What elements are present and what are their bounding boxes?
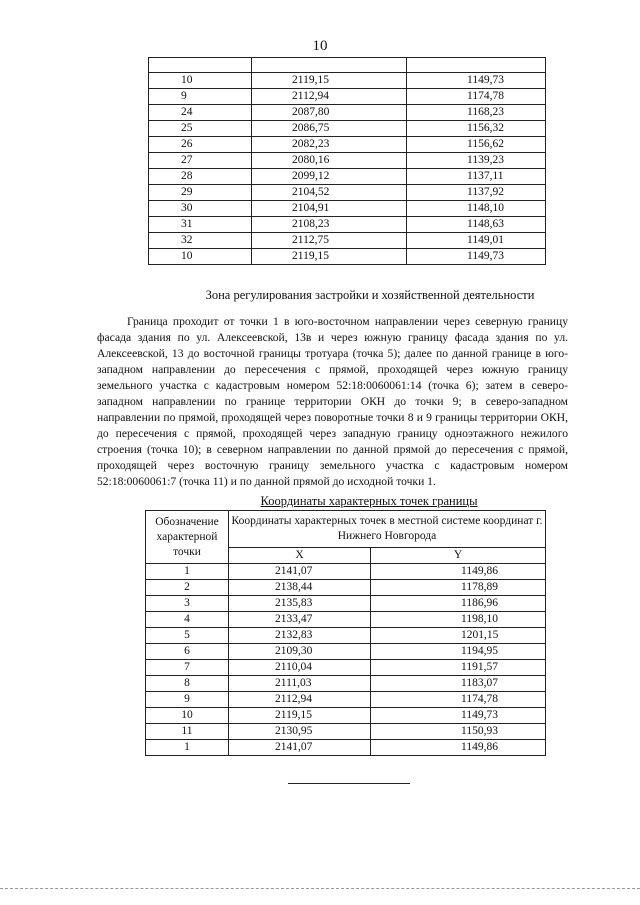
coord-y: 1149,86 bbox=[371, 564, 546, 580]
coord-x: 2141,07 bbox=[229, 740, 371, 756]
coord-y: 1149,73 bbox=[407, 249, 546, 265]
coord-x: 2119,15 bbox=[252, 249, 407, 265]
coord-y: 1168,23 bbox=[407, 105, 546, 121]
point-number: 3 bbox=[146, 596, 229, 612]
coord-x: 2104,91 bbox=[252, 201, 407, 217]
page-number: 10 bbox=[312, 38, 328, 54]
table-row bbox=[146, 676, 546, 692]
point-number: 8 bbox=[146, 676, 229, 692]
point-number: 27 bbox=[149, 153, 252, 169]
coord-y: 1137,11 bbox=[407, 169, 546, 185]
table-row bbox=[146, 644, 546, 660]
coord-y: 1150,93 bbox=[371, 724, 546, 740]
table-row bbox=[146, 724, 546, 740]
point-number: 9 bbox=[146, 692, 229, 708]
point-number: 29 bbox=[149, 185, 252, 201]
boundary-points-table bbox=[145, 510, 546, 756]
coord-x: 2110,04 bbox=[229, 660, 371, 676]
coord-x: 2109,30 bbox=[229, 644, 371, 660]
coord-y: 1174,78 bbox=[407, 89, 546, 105]
point-number: 4 bbox=[146, 612, 229, 628]
coord-x: 2099,12 bbox=[252, 169, 407, 185]
coordinates-table-continued bbox=[148, 57, 546, 265]
coord-y: 1191,57 bbox=[371, 660, 546, 676]
table-row bbox=[149, 89, 546, 105]
table-row bbox=[149, 249, 546, 265]
point-number: 32 bbox=[149, 233, 252, 249]
coord-x: 2112,94 bbox=[252, 89, 407, 105]
table-cell bbox=[149, 58, 252, 73]
coord-y: 1183,07 bbox=[371, 676, 546, 692]
table-row bbox=[146, 660, 546, 676]
coord-x: 2119,15 bbox=[229, 708, 371, 724]
point-number: 31 bbox=[149, 217, 252, 233]
coord-x: 2141,07 bbox=[229, 564, 371, 580]
point-number: 1 bbox=[146, 564, 229, 580]
coord-x: 2133,47 bbox=[229, 612, 371, 628]
table-row bbox=[149, 217, 546, 233]
table-caption: Координаты характерных точек границы bbox=[260, 494, 478, 508]
point-number: 1 bbox=[146, 740, 229, 756]
header-point-designation: Обозначение характерной точки bbox=[146, 511, 229, 564]
table-row bbox=[146, 596, 546, 612]
coord-y: 1201,15 bbox=[371, 628, 546, 644]
coord-y: 1137,92 bbox=[407, 185, 546, 201]
point-number: 25 bbox=[149, 121, 252, 137]
coord-x: 2132,83 bbox=[229, 628, 371, 644]
table-row bbox=[149, 233, 546, 249]
point-number: 10 bbox=[149, 249, 252, 265]
table-row bbox=[149, 153, 546, 169]
table-row bbox=[149, 169, 546, 185]
table-row bbox=[146, 708, 546, 724]
coord-y: 1149,01 bbox=[407, 233, 546, 249]
coord-x: 2138,44 bbox=[229, 580, 371, 596]
point-number: 30 bbox=[149, 201, 252, 217]
page-bottom-rule bbox=[0, 888, 640, 889]
coord-x: 2086,75 bbox=[252, 121, 407, 137]
table-row bbox=[146, 692, 546, 708]
coord-x: 2087,80 bbox=[252, 105, 407, 121]
point-number: 2 bbox=[146, 580, 229, 596]
coord-y: 1156,32 bbox=[407, 121, 546, 137]
coord-y: 1149,73 bbox=[371, 708, 546, 724]
table-row bbox=[146, 580, 546, 596]
coord-x: 2130,95 bbox=[229, 724, 371, 740]
coord-x: 2104,52 bbox=[252, 185, 407, 201]
table-row bbox=[146, 612, 546, 628]
table-cell bbox=[407, 58, 546, 73]
point-number: 6 bbox=[146, 644, 229, 660]
table-row bbox=[149, 201, 546, 217]
point-number: 24 bbox=[149, 105, 252, 121]
coord-x: 2080,16 bbox=[252, 153, 407, 169]
coord-x: 2111,03 bbox=[229, 676, 371, 692]
table-row-blank bbox=[149, 58, 546, 73]
table-row bbox=[146, 740, 546, 756]
point-number: 11 bbox=[146, 724, 229, 740]
signature-line bbox=[288, 783, 410, 784]
point-number: 9 bbox=[149, 89, 252, 105]
point-number: 10 bbox=[149, 73, 252, 89]
coord-x: 2108,23 bbox=[252, 217, 407, 233]
table-row bbox=[149, 121, 546, 137]
coord-y: 1198,10 bbox=[371, 612, 546, 628]
table-row bbox=[149, 185, 546, 201]
coord-y: 1139,23 bbox=[407, 153, 546, 169]
point-number: 7 bbox=[146, 660, 229, 676]
table-row bbox=[146, 564, 546, 580]
section-heading: Зона регулирования застройки и хозяйственной деятельности bbox=[205, 288, 535, 302]
coord-y: 1178,89 bbox=[371, 580, 546, 596]
boundary-description: Граница проходит от точки 1 в юго-восточном направлении через северную границу фасада здания по ул. Алексеевской, 13в и через южную границу фасада здания по ул. Алексеевской, 13 до восточной границы тротуара (точка 5); далее по данной границе в юго-западном направлении до пересечения с прямой, проходящей через южную границу земельного участка с кадастровым номером 52:18:0060061:14 (точка 6); затем в северо-западном направлении по границе территории ОКН до точки 9; в северо-западном направлении по прямой, проходящей через поворотные точки 8 и 9 границы территории ОКН, до пересечения с прямой, проходящей через западную границу одноэтажного нежилого строения (точка 10); в северном направлении по данной прямой до пересечения с прямой, проходящей через восточную границу земельного участка с кадастровым номером 52:18:0060061:7 (точка 11) и по данной прямой до исходной точки 1. bbox=[97, 315, 568, 488]
coord-y: 1148,10 bbox=[407, 201, 546, 217]
table-row bbox=[146, 628, 546, 644]
coord-y: 1174,78 bbox=[371, 692, 546, 708]
coord-x: 2082,23 bbox=[252, 137, 407, 153]
coord-y: 1156,62 bbox=[407, 137, 546, 153]
coord-x: 2112,94 bbox=[229, 692, 371, 708]
header-x: X bbox=[229, 548, 371, 564]
table-row bbox=[149, 105, 546, 121]
coord-y: 1149,73 bbox=[407, 73, 546, 89]
table-row bbox=[149, 137, 546, 153]
table-row bbox=[149, 73, 546, 89]
coord-y: 1149,86 bbox=[371, 740, 546, 756]
point-number: 10 bbox=[146, 708, 229, 724]
point-number: 28 bbox=[149, 169, 252, 185]
coord-y: 1186,96 bbox=[371, 596, 546, 612]
table-cell bbox=[252, 58, 407, 73]
header-coordinates: Координаты характерных точек в местной системе координат г. Нижнего Новгорода bbox=[229, 511, 546, 548]
coord-x: 2119,15 bbox=[252, 73, 407, 89]
coord-y: 1148,63 bbox=[407, 217, 546, 233]
coord-x: 2135,83 bbox=[229, 596, 371, 612]
header-y: Y bbox=[371, 548, 546, 564]
point-number: 26 bbox=[149, 137, 252, 153]
point-number: 5 bbox=[146, 628, 229, 644]
coord-x: 2112,75 bbox=[252, 233, 407, 249]
coord-y: 1194,95 bbox=[371, 644, 546, 660]
